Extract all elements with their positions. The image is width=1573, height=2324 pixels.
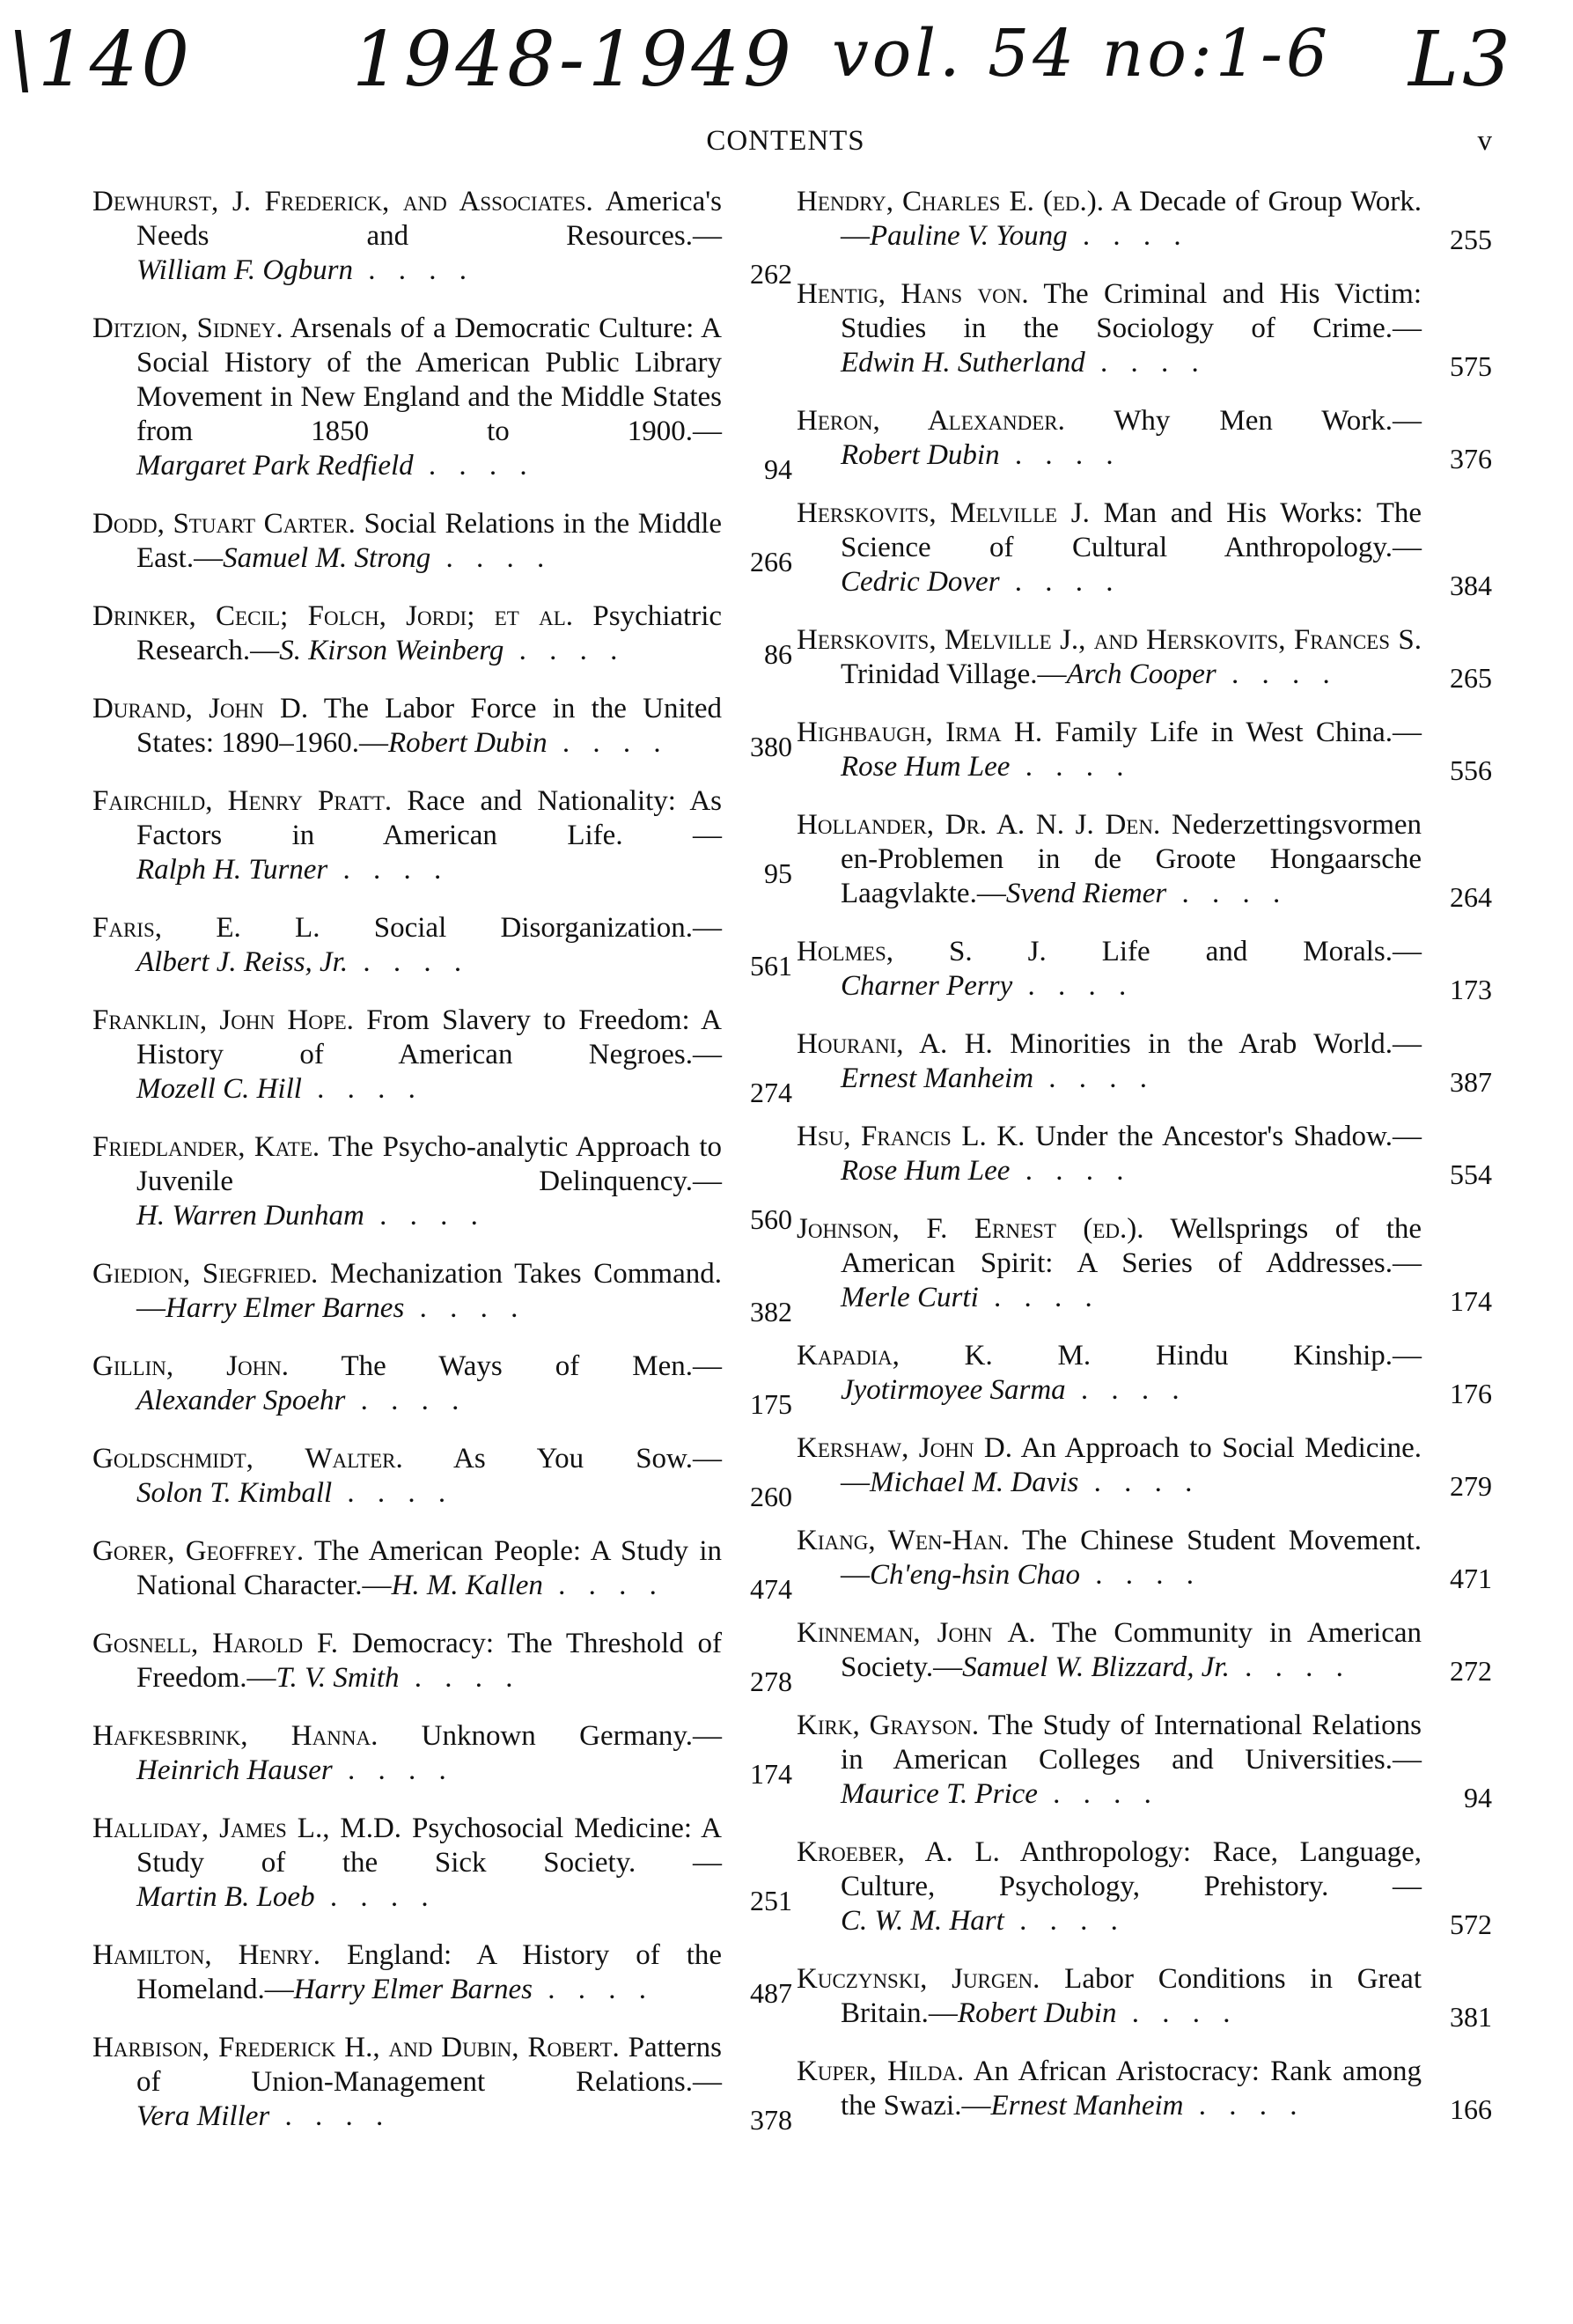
entry-author: Goldschmidt, Walter.	[92, 1443, 403, 1475]
dot-leader: . . . .	[1183, 2090, 1305, 2122]
contents-entry	[797, 2055, 1492, 2123]
entry-author: Kuczynski, Jurgen.	[797, 1963, 1040, 1995]
entry-author: Hendry, Charles E. (ed.).	[797, 186, 1104, 217]
dot-leader: . . . .	[1033, 1063, 1156, 1094]
entry-text	[92, 1627, 722, 1695]
entry-reviewer: Maurice T. Price	[841, 1778, 1038, 1810]
entry-text	[797, 1524, 1422, 1592]
entry-title: America's Needs and Resources.—	[136, 186, 723, 252]
entry-text	[797, 1835, 1422, 1938]
entry-reviewer: Rose Hum Lee	[841, 1155, 1011, 1187]
contents-entry	[797, 1339, 1492, 1408]
entry-author: Gorer, Geoffrey.	[92, 1535, 305, 1567]
dot-leader: . . . .	[348, 946, 470, 978]
contents-entry	[92, 1442, 792, 1511]
entry-title: England: A History of the Homeland.—	[136, 1939, 723, 2005]
entry-reviewer: Solon T. Kimball	[136, 1477, 333, 1509]
entry-reviewer: S. Kirson Weinberg	[279, 635, 504, 666]
entry-page-number: 95	[764, 857, 792, 889]
entry-page-number: 556	[1450, 754, 1492, 786]
entry-title: The Study of International Relations in American Colleges and Universities.—	[841, 1710, 1422, 1776]
page-number: v	[1477, 125, 1492, 157]
contents-entry	[797, 623, 1492, 692]
entry-text	[92, 1257, 722, 1326]
entry-title: Anthropology: Race, Language, Culture, Psychology, Prehistory. —	[841, 1836, 1422, 1902]
entry-reviewer: Robert Dubin	[388, 727, 548, 759]
entry-author: Hollander, Dr. A. N. J. Den.	[797, 809, 1161, 841]
entry-text	[797, 935, 1422, 1004]
entry-author: Harbison, Frederick H., and Dubin, Robert.	[92, 2032, 620, 2063]
entry-page-number: 166	[1450, 2093, 1492, 2125]
entry-author: Dodd, Stuart Carter.	[92, 508, 356, 540]
dot-leader: . . . .	[1078, 1467, 1201, 1498]
entry-title: As You Sow.—	[453, 1443, 722, 1475]
entry-reviewer: H. Warren Dunham	[136, 1200, 364, 1232]
entry-reviewer: Harry Elmer Barnes	[293, 1974, 533, 2005]
contents-entry	[92, 692, 792, 761]
dot-leader: . . . .	[314, 1881, 437, 1913]
contents-entry	[797, 1212, 1492, 1315]
contents-entry	[797, 1835, 1492, 1938]
entry-text	[92, 1719, 722, 1788]
dot-leader: . . . .	[301, 1073, 423, 1105]
contents-entry	[92, 599, 792, 668]
entry-reviewer: Michael M. Davis	[870, 1467, 1079, 1498]
entry-text	[92, 1812, 722, 1915]
dot-leader: . . . .	[1037, 1778, 1159, 1810]
entry-text	[92, 911, 722, 980]
entry-title: Trinidad Village.—	[841, 658, 1067, 690]
entry-reviewer: Samuel W. Blizzard, Jr.	[962, 1651, 1230, 1683]
entry-author: Halliday, James L., M.D.	[92, 1813, 402, 1844]
dot-leader: . . . .	[1079, 1559, 1202, 1591]
entry-page-number: 278	[750, 1666, 792, 1697]
entry-text	[797, 716, 1422, 784]
entry-reviewer: T. V. Smith	[276, 1662, 400, 1694]
entry-author: Faris, E. L.	[92, 912, 320, 944]
entry-author: Hafkesbrink, Hanna.	[92, 1720, 379, 1752]
dot-leader: . . . .	[345, 1385, 467, 1416]
entry-reviewer: Ralph H. Turner	[136, 854, 328, 886]
entry-text	[797, 496, 1422, 599]
entry-text	[92, 1130, 722, 1233]
entry-reviewer: C. W. M. Hart	[841, 1905, 1004, 1937]
dot-leader: . . . .	[332, 1754, 454, 1786]
entry-title: Hindu Kinship.—	[1155, 1340, 1422, 1372]
entry-author: Friedlander, Kate.	[92, 1131, 320, 1163]
dot-leader: . . . .	[1216, 658, 1338, 690]
entry-reviewer: Arch Cooper	[1066, 658, 1217, 690]
dot-leader: . . . .	[1065, 1374, 1187, 1406]
entry-reviewer: Pauline V. Young	[870, 220, 1068, 252]
dot-leader: . . . .	[547, 727, 669, 759]
entry-page-number: 260	[750, 1481, 792, 1512]
entry-title: Mechanization Takes Command.—	[136, 1258, 722, 1324]
entry-page-number: 384	[1450, 570, 1492, 601]
dot-leader: . . . .	[1229, 1651, 1351, 1683]
handwritten-shelf-mark: L3	[1408, 16, 1514, 104]
contents-entry	[92, 185, 792, 288]
contents-entry	[797, 1709, 1492, 1812]
entry-reviewer: Margaret Park Redfield	[136, 450, 414, 482]
entry-title: The Criminal and His Victim: Studies in the Sociology of Crime.—	[841, 278, 1422, 344]
entry-author: Kershaw, John D.	[797, 1432, 1012, 1464]
handwritten-call-number: \140	[9, 16, 194, 104]
dot-leader: . . . .	[1012, 970, 1135, 1002]
dot-leader: . . . .	[430, 542, 553, 574]
entry-page-number: 174	[1450, 1285, 1492, 1317]
entry-page-number: 471	[1450, 1563, 1492, 1594]
entry-page-number: 94	[1464, 1782, 1492, 1813]
contents-entry	[797, 935, 1492, 1004]
entry-text	[797, 1616, 1422, 1685]
entry-text	[797, 1431, 1422, 1500]
entry-text	[92, 1004, 722, 1107]
entry-author: Kroeber, A. L.	[797, 1836, 1000, 1868]
entry-page-number: 94	[764, 453, 792, 485]
entry-page-number: 382	[750, 1296, 792, 1327]
entry-page-number: 279	[1450, 1470, 1492, 1502]
entry-author: Herskovits, Melville J., and Herskovits, Frances S.	[797, 624, 1422, 656]
entry-author: Hamilton, Henry.	[92, 1939, 320, 1971]
entry-author: Fairchild, Henry Pratt.	[92, 785, 393, 817]
entry-reviewer: Martin B. Loeb	[136, 1881, 315, 1913]
entry-title: Labor Conditions in Great Britain.—	[841, 1963, 1422, 2029]
entry-page-number: 487	[750, 1977, 792, 2009]
entry-page-number: 262	[750, 258, 792, 290]
page-title: CONTENTS	[706, 125, 865, 157]
entry-text	[797, 404, 1422, 473]
entry-author: Hsu, Francis L. K.	[797, 1121, 1025, 1152]
entry-page-number: 560	[750, 1203, 792, 1235]
handwritten-volume: vol. 54 no:1-6	[832, 16, 1332, 92]
dot-leader: . . . .	[1166, 878, 1289, 909]
entry-page-number: 575	[1450, 350, 1492, 382]
entry-author: Highbaugh, Irma H.	[797, 717, 1043, 748]
entry-author: Ditzion, Sidney.	[92, 313, 283, 344]
entry-text	[92, 1938, 722, 2007]
entry-author: Hentig, Hans von.	[797, 278, 1029, 310]
entry-page-number: 175	[750, 1388, 792, 1420]
entry-reviewer: Svend Riemer	[1005, 878, 1167, 909]
entry-page-number: 173	[1450, 974, 1492, 1005]
contents-entry	[92, 1812, 792, 1915]
entry-text	[92, 1534, 722, 1603]
entry-page-number: 255	[1450, 224, 1492, 255]
entry-reviewer: Mozell C. Hill	[136, 1073, 302, 1105]
handwritten-annotation	[0, 16, 1573, 113]
entry-title: Democracy: The Threshold of Freedom.—	[136, 1628, 723, 1694]
contents-entry	[92, 1534, 792, 1603]
entry-text	[92, 185, 722, 288]
entry-page-number: 561	[750, 950, 792, 982]
entry-page-number: 554	[1450, 1158, 1492, 1190]
entry-author: Drinker, Cecil; Folch, Jordi; et al.	[92, 600, 574, 632]
entry-text	[797, 1212, 1422, 1315]
entry-author: Hourani, A. H.	[797, 1028, 993, 1060]
dot-leader: . . . .	[999, 439, 1121, 471]
entry-text	[92, 1442, 722, 1511]
entry-title: Man and His Works: The Science of Cultural Anthropology.—	[841, 497, 1422, 563]
dot-leader: . . . .	[1010, 1155, 1132, 1187]
right-column	[797, 185, 1492, 2147]
dot-leader: . . . .	[1010, 751, 1132, 783]
entry-author: Gosnell, Harold F.	[92, 1628, 338, 1659]
entry-text	[797, 1962, 1422, 2031]
entry-title: Arsenals of a Democratic Culture: A Social History of the American Public Library Movement in New England and the Middle States from 1850 to 1900.—	[136, 313, 723, 447]
dot-leader: . . . .	[978, 1282, 1100, 1313]
entry-title: Patterns of Union-Management Relations.—	[136, 2032, 722, 2098]
dot-leader: . . . .	[1067, 220, 1189, 252]
dot-leader: . . . .	[533, 1974, 655, 2005]
left-column	[92, 185, 792, 2158]
entry-title: The Psycho-analytic Approach to Juvenile Delinquency.—	[136, 1131, 723, 1197]
dot-leader: . . . .	[269, 2100, 392, 2132]
entry-reviewer: Cedric Dover	[841, 566, 1000, 598]
entry-reviewer: Vera Miller	[136, 2100, 270, 2132]
contents-entry	[797, 185, 1492, 254]
dot-leader: . . . .	[413, 450, 535, 482]
dot-leader: . . . .	[1003, 1905, 1126, 1937]
entry-author: Dewhurst, J. Frederick, and Associates.	[92, 186, 593, 217]
entry-reviewer: Merle Curti	[841, 1282, 979, 1313]
dot-leader: . . . .	[353, 254, 475, 286]
entry-text	[92, 784, 722, 887]
entry-author: Kuper, Hilda.	[797, 2056, 965, 2087]
entry-title: Nederzettingsvormen en-Problemen in de Groote Hongaarsche Laagvlakte.—	[841, 809, 1422, 909]
entry-title: The Ways of Men.—	[341, 1350, 723, 1382]
entry-page-number: 376	[1450, 443, 1492, 474]
entry-title: A Decade of Group Work.—	[841, 186, 1422, 252]
entry-page-number: 264	[1450, 881, 1492, 913]
contents-entry	[92, 1938, 792, 2007]
entry-title: Unknown Germany.—	[421, 1720, 723, 1752]
entry-reviewer: Robert Dubin	[841, 439, 1000, 471]
contents-entry	[797, 404, 1492, 473]
entry-reviewer: Alexander Spoehr	[136, 1385, 346, 1416]
entry-title: The Community in American Society.—	[841, 1617, 1422, 1683]
entry-page-number: 251	[750, 1885, 792, 1916]
page-header	[79, 125, 1492, 165]
entry-reviewer: Robert Dubin	[957, 1997, 1117, 2029]
entry-title: Minorities in the Arab World.—	[1010, 1028, 1422, 1060]
entry-text	[797, 185, 1422, 254]
dot-leader: . . . .	[404, 1292, 526, 1324]
dot-leader: . . . .	[364, 1200, 486, 1232]
contents-entry	[797, 1616, 1492, 1685]
entry-title: An African Aristocracy: Rank among the Swazi.—	[841, 2056, 1422, 2122]
contents-entry	[797, 716, 1492, 784]
entry-author: Kiang, Wen-Han.	[797, 1525, 1010, 1556]
entry-reviewer: Harry Elmer Barnes	[165, 1292, 405, 1324]
entry-text	[797, 1339, 1422, 1408]
entry-author: Heron, Alexander.	[797, 405, 1065, 437]
contents-entry	[92, 1257, 792, 1326]
entry-page-number: 572	[1450, 1908, 1492, 1940]
contents-entry	[92, 2031, 792, 2134]
contents-entry	[92, 1719, 792, 1788]
entry-author: Kirk, Grayson.	[797, 1710, 980, 1741]
entry-title: The American People: A Study in National Character.—	[136, 1535, 722, 1601]
contents-entry	[797, 808, 1492, 911]
entry-title: Psychiatric Research.—	[136, 600, 723, 666]
dot-leader: . . . .	[1084, 347, 1207, 379]
entry-page-number: 174	[750, 1758, 792, 1790]
entry-page-number: 378	[750, 2104, 792, 2136]
entry-page-number: 381	[1450, 2001, 1492, 2033]
entry-author: Herskovits, Melville J.	[797, 497, 1090, 529]
entry-page-number: 86	[764, 638, 792, 670]
contents-entry	[92, 1627, 792, 1695]
entry-text	[797, 2055, 1422, 2123]
entry-reviewer: Ernest Manheim	[841, 1063, 1034, 1094]
entry-text	[92, 312, 722, 483]
contents-entry	[92, 784, 792, 887]
entry-text	[92, 1350, 722, 1418]
entry-text	[92, 599, 722, 668]
dot-leader: . . . .	[504, 635, 626, 666]
contents-entry	[797, 277, 1492, 380]
entry-text	[92, 692, 722, 761]
dot-leader: . . . .	[399, 1662, 521, 1694]
entry-reviewer: Ernest Manheim	[990, 2090, 1184, 2122]
entry-reviewer: Samuel M. Strong	[223, 542, 431, 574]
contents-entry	[92, 1004, 792, 1107]
contents-entry	[92, 507, 792, 576]
contents-entry	[797, 496, 1492, 599]
entry-page-number: 265	[1450, 662, 1492, 694]
entry-page-number: 274	[750, 1077, 792, 1108]
entry-title: Wellsprings of the American Spirit: A Series of Addresses.—	[841, 1213, 1422, 1279]
entry-title: Psychosocial Medicine: A Study of the Sick Society. —	[136, 1813, 722, 1879]
entry-author: Kinneman, John A.	[797, 1617, 1036, 1649]
entry-title: Life and Morals.—	[1101, 936, 1422, 967]
entry-title: Social Disorganization.—	[373, 912, 722, 944]
entry-author: Durand, John D.	[92, 693, 309, 724]
entry-page-number: 387	[1450, 1066, 1492, 1098]
entry-title: Social Relations in the Middle East.—	[136, 508, 723, 574]
entry-author: Holmes, S. J.	[797, 936, 1047, 967]
dot-leader: . . . .	[542, 1570, 665, 1601]
entry-title: Under the Ancestor's Shadow.—	[1034, 1121, 1422, 1152]
contents-entry	[92, 911, 792, 980]
entry-author: Johnson, F. Ernest (ed.).	[797, 1213, 1144, 1245]
entry-page-number: 380	[750, 731, 792, 762]
contents-entry	[92, 312, 792, 483]
contents-entry	[797, 1431, 1492, 1500]
entry-title: Race and Nationality: As Factors in American Life. —	[136, 785, 723, 851]
handwritten-years: 1948-1949	[352, 16, 795, 104]
entry-page-number: 176	[1450, 1378, 1492, 1409]
entry-title: The Labor Force in the United States: 1890–1960.—	[136, 693, 723, 759]
entry-text	[92, 507, 722, 576]
entry-text	[797, 277, 1422, 380]
entry-title: Why Men Work.—	[1114, 405, 1422, 437]
entry-text	[797, 1709, 1422, 1812]
entry-author: Giedion, Siegfried.	[92, 1258, 319, 1290]
entry-reviewer: Edwin H. Sutherland	[841, 347, 1085, 379]
entry-title: The Chinese Student Movement.—	[841, 1525, 1422, 1591]
contents-entry	[797, 1120, 1492, 1188]
entry-page-number: 266	[750, 546, 792, 577]
dot-leader: . . . .	[999, 566, 1121, 598]
contents-entry	[92, 1130, 792, 1233]
entry-text	[797, 1027, 1422, 1096]
entry-author: Franklin, John Hope.	[92, 1004, 354, 1036]
entry-reviewer: Rose Hum Lee	[841, 751, 1011, 783]
entry-text	[797, 623, 1422, 692]
entry-title: Family Life in West China.—	[1055, 717, 1422, 748]
entry-reviewer: Albert J. Reiss, Jr.	[136, 946, 349, 978]
contents-entry	[797, 1027, 1492, 1096]
entry-text	[797, 1120, 1422, 1188]
entry-page-number: 272	[1450, 1655, 1492, 1687]
entry-title: An Approach to Social Medicine.—	[841, 1432, 1422, 1498]
dot-leader: . . . .	[332, 1477, 454, 1509]
contents-entry	[92, 1350, 792, 1418]
entry-reviewer: Jyotirmoyee Sarma	[841, 1374, 1066, 1406]
entry-author: Kapadia, K. M.	[797, 1340, 1092, 1372]
entry-reviewer: Ch'eng-hsin Chao	[870, 1559, 1080, 1591]
entry-reviewer: Charner Perry	[841, 970, 1013, 1002]
entry-author: Gillin, John.	[92, 1350, 290, 1382]
dot-leader: . . . .	[1116, 1997, 1239, 2029]
contents-entry	[797, 1524, 1492, 1592]
entry-reviewer: Heinrich Hauser	[136, 1754, 333, 1786]
entry-text	[92, 2031, 722, 2134]
entry-page-number: 474	[750, 1573, 792, 1605]
entry-reviewer: William F. Ogburn	[136, 254, 354, 286]
entry-reviewer: H. M. Kallen	[391, 1570, 543, 1601]
entry-title: From Slavery to Freedom: A History of American Negroes.—	[136, 1004, 723, 1070]
contents-entry	[797, 1962, 1492, 2031]
dot-leader: . . . .	[327, 854, 450, 886]
entry-text	[797, 808, 1422, 911]
